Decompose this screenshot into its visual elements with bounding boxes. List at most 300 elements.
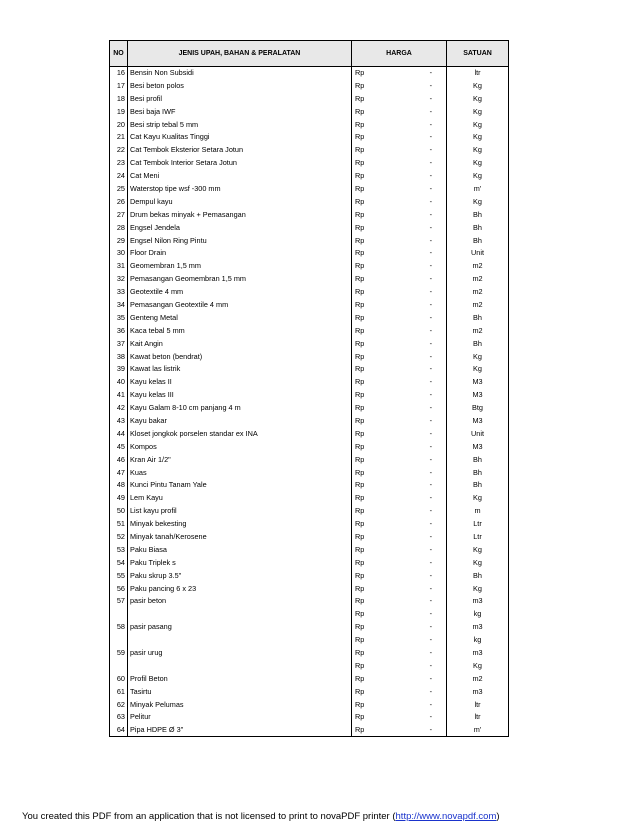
row-currency: Rp — [355, 570, 365, 580]
row-number: 57 — [110, 595, 128, 608]
row-number: 20 — [110, 118, 128, 131]
row-unit: Kg — [447, 144, 509, 157]
row-currency: Rp — [355, 145, 365, 155]
row-number: 51 — [110, 518, 128, 531]
table-row — [110, 492, 509, 505]
row-currency: Rp — [352, 67, 404, 80]
row-item: Cat Tembok Interior Setara Jotun — [128, 157, 352, 170]
row-price: - — [404, 440, 447, 453]
table-row — [110, 286, 509, 299]
row-item: Engsel Jendela — [128, 221, 352, 234]
row-unit: Kg — [447, 118, 509, 131]
footer-link[interactable]: http://www.novapdf.com — [395, 811, 497, 822]
row-unit: m2 — [447, 286, 509, 299]
table-row — [110, 427, 509, 440]
row-unit: Btg — [447, 402, 509, 415]
table-row — [110, 505, 509, 518]
table-row — [110, 711, 509, 724]
table-row — [110, 221, 509, 234]
row-currency: Rp — [355, 325, 365, 335]
row-item: Paku Biasa — [128, 543, 352, 556]
row-currency: Rp — [355, 183, 365, 193]
row-item: Pemasangan Geomembran 1,5 mm — [128, 273, 352, 286]
row-currency: Rp — [355, 519, 365, 529]
footer-text: You created this PDF from an application that is not licensed to print to novaPDF printer ( — [22, 811, 396, 822]
row-price: - — [404, 260, 447, 273]
row-item: Pemasangan Geotextile 4 mm — [128, 299, 352, 312]
row-currency: Rp — [352, 724, 404, 737]
table-row — [110, 208, 509, 221]
row-item: Kaca tebal 5 mm — [128, 324, 352, 337]
row-number — [110, 608, 128, 621]
row-number: 46 — [110, 453, 128, 466]
row-unit: ltr — [447, 698, 509, 711]
row-number: 33 — [110, 286, 128, 299]
row-currency: Rp — [355, 712, 365, 722]
row-currency: Rp — [355, 132, 365, 142]
row-currency: Rp — [355, 583, 365, 593]
table-row — [110, 595, 509, 608]
row-number: 42 — [110, 402, 128, 415]
row-price: - — [404, 427, 447, 440]
row-unit: Unit — [447, 247, 509, 260]
row-unit: ltr — [447, 711, 509, 724]
table-row — [110, 144, 509, 157]
row-price: - — [404, 672, 447, 685]
table-row — [110, 337, 509, 350]
table-row — [110, 170, 509, 183]
row-unit: Kg — [447, 492, 509, 505]
row-item: Kuas — [128, 466, 352, 479]
row-number: 31 — [110, 260, 128, 273]
row-item: Kawat beton (bendrat) — [128, 350, 352, 363]
row-number: 26 — [110, 195, 128, 208]
row-item: Besi beton polos — [128, 79, 352, 92]
row-currency: Rp — [355, 660, 365, 670]
table-row — [110, 311, 509, 324]
table-row — [110, 634, 509, 647]
row-item: Kran Air 1/2" — [128, 453, 352, 466]
row-item: Kait Angin — [128, 337, 352, 350]
table-row — [110, 402, 509, 415]
row-unit: M3 — [447, 376, 509, 389]
row-price: - — [404, 582, 447, 595]
table-row — [110, 466, 509, 479]
row-number: 63 — [110, 711, 128, 724]
row-unit: Bh — [447, 453, 509, 466]
row-item — [128, 659, 352, 672]
row-item: Minyak tanah/Kerosene — [128, 531, 352, 544]
row-unit: Bh — [447, 234, 509, 247]
row-currency: Rp — [355, 248, 365, 258]
row-item: pasir pasang — [128, 621, 352, 634]
row-number: 50 — [110, 505, 128, 518]
row-item: List kayu profil — [128, 505, 352, 518]
row-number: 18 — [110, 92, 128, 105]
row-number: 54 — [110, 556, 128, 569]
row-number: 45 — [110, 440, 128, 453]
row-price: - — [404, 144, 447, 157]
row-currency: Rp — [355, 428, 365, 438]
row-number: 36 — [110, 324, 128, 337]
table-row — [110, 647, 509, 660]
row-item: Kunci Pintu Tanam Yale — [128, 479, 352, 492]
row-unit: Kg — [447, 350, 509, 363]
row-number: 19 — [110, 105, 128, 118]
table-row — [110, 118, 509, 131]
row-unit: M3 — [447, 415, 509, 428]
table-row — [110, 543, 509, 556]
license-footer — [22, 811, 500, 822]
table-row — [110, 157, 509, 170]
table-row — [110, 698, 509, 711]
row-price: - — [404, 453, 447, 466]
row-currency: Rp — [355, 106, 365, 116]
row-price: - — [404, 505, 447, 518]
table-row — [110, 453, 509, 466]
row-currency: Rp — [355, 287, 365, 297]
table-row — [110, 569, 509, 582]
row-price: - — [404, 389, 447, 402]
row-item: pasir urug — [128, 647, 352, 660]
row-number: 21 — [110, 131, 128, 144]
row-currency: Rp — [355, 171, 365, 181]
table-row — [110, 389, 509, 402]
row-price: - — [404, 711, 447, 724]
row-price: - — [404, 376, 447, 389]
row-item: Besi profil — [128, 92, 352, 105]
row-unit: Kg — [447, 195, 509, 208]
row-number: 61 — [110, 685, 128, 698]
row-price: - — [404, 685, 447, 698]
row-price: - — [404, 350, 447, 363]
table-row — [110, 363, 509, 376]
row-unit: Bh — [447, 337, 509, 350]
row-unit: ltr — [447, 67, 509, 80]
row-item: Pelitur — [128, 711, 352, 724]
row-item: Minyak Pelumas — [128, 698, 352, 711]
row-currency: Rp — [355, 544, 365, 554]
row-item: Cat Tembok Eksterior Setara Jotun — [128, 144, 352, 157]
row-unit: kg — [447, 634, 509, 647]
row-item: Bensin Non Subsidi — [128, 67, 352, 80]
row-item: Paku skrup 3.5" — [128, 569, 352, 582]
header-no: NO — [110, 41, 128, 67]
row-price: - — [404, 621, 447, 634]
table-row — [110, 685, 509, 698]
row-currency: Rp — [355, 222, 365, 232]
row-price: - — [404, 543, 447, 556]
row-currency: Rp — [355, 364, 365, 374]
table-row — [110, 195, 509, 208]
row-item: Tasirtu — [128, 685, 352, 698]
row-number: 37 — [110, 337, 128, 350]
row-currency: Rp — [355, 377, 365, 387]
row-currency: Rp — [355, 119, 365, 129]
row-unit: Bh — [447, 569, 509, 582]
row-price: - — [404, 311, 447, 324]
row-currency: Rp — [355, 441, 365, 451]
table-row — [110, 724, 509, 737]
row-currency: Rp — [355, 699, 365, 709]
row-item: Kayu kelas II — [128, 376, 352, 389]
row-currency: Rp — [355, 557, 365, 567]
row-unit: M3 — [447, 440, 509, 453]
table-row — [110, 105, 509, 118]
row-number: 28 — [110, 221, 128, 234]
row-price: - — [404, 518, 447, 531]
row-currency: Rp — [355, 299, 365, 309]
row-currency: Rp — [355, 351, 365, 361]
row-item — [128, 608, 352, 621]
row-price: - — [404, 286, 447, 299]
row-number: 35 — [110, 311, 128, 324]
row-item: Kayu Galam 8-10 cm panjang 4 m — [128, 402, 352, 415]
table-row — [110, 299, 509, 312]
table-row — [110, 67, 509, 80]
row-item: Besi strip tebal 5 mm — [128, 118, 352, 131]
row-number: 17 — [110, 79, 128, 92]
header-unit: SATUAN — [447, 41, 509, 67]
row-unit: Kg — [447, 556, 509, 569]
row-unit: Unit — [447, 427, 509, 440]
table-row — [110, 659, 509, 672]
table-row — [110, 260, 509, 273]
row-number: 38 — [110, 350, 128, 363]
row-price: - — [404, 221, 447, 234]
row-price: - — [404, 157, 447, 170]
table-row — [110, 131, 509, 144]
row-currency: Rp — [355, 209, 365, 219]
row-item: Paku Triplek s — [128, 556, 352, 569]
row-unit: m2 — [447, 260, 509, 273]
row-currency: Rp — [355, 686, 365, 696]
row-number: 32 — [110, 273, 128, 286]
table-row — [110, 234, 509, 247]
row-item: Waterstop tipe wsf -300 mm — [128, 183, 352, 196]
row-price: - — [404, 67, 447, 80]
row-currency: Rp — [355, 493, 365, 503]
row-price: - — [404, 247, 447, 260]
table-row — [110, 247, 509, 260]
row-unit: m2 — [447, 273, 509, 286]
row-unit: Bh — [447, 466, 509, 479]
row-number: 60 — [110, 672, 128, 685]
table-row — [110, 79, 509, 92]
row-price: - — [404, 79, 447, 92]
row-number — [110, 634, 128, 647]
row-number: 29 — [110, 234, 128, 247]
row-price: - — [404, 647, 447, 660]
row-number: 48 — [110, 479, 128, 492]
row-currency: Rp — [355, 390, 365, 400]
row-unit: m' — [447, 183, 509, 196]
row-number: 34 — [110, 299, 128, 312]
row-currency: Rp — [355, 403, 365, 413]
row-currency: Rp — [355, 312, 365, 322]
row-item: Cat Meni — [128, 170, 352, 183]
footer-close: ) — [496, 811, 500, 822]
row-price: - — [404, 531, 447, 544]
row-unit: Kg — [447, 92, 509, 105]
table-row — [110, 183, 509, 196]
table-row — [110, 324, 509, 337]
row-price: - — [404, 131, 447, 144]
row-item: Engsel Nilon Ring Pintu — [128, 234, 352, 247]
table-row — [110, 608, 509, 621]
row-number: 43 — [110, 415, 128, 428]
row-price: - — [404, 363, 447, 376]
row-unit: m3 — [447, 621, 509, 634]
row-number: 59 — [110, 647, 128, 660]
row-unit: m3 — [447, 595, 509, 608]
row-item: Minyak bekesting — [128, 518, 352, 531]
row-price: - — [404, 724, 447, 737]
row-price: - — [404, 170, 447, 183]
row-price: - — [404, 183, 447, 196]
row-item: Drum bekas minyak + Pemasangan — [128, 208, 352, 221]
row-number: 58 — [110, 621, 128, 634]
row-unit: Bh — [447, 221, 509, 234]
row-item — [128, 634, 352, 647]
row-item: Kawat las listrik — [128, 363, 352, 376]
row-currency: Rp — [355, 506, 365, 516]
row-number: 41 — [110, 389, 128, 402]
row-unit: M3 — [447, 389, 509, 402]
row-item: Kompos — [128, 440, 352, 453]
row-number: 22 — [110, 144, 128, 157]
row-price: - — [404, 273, 447, 286]
table-row — [110, 440, 509, 453]
row-currency: Rp — [355, 338, 365, 348]
table-row — [110, 621, 509, 634]
row-item: Kayu bakar — [128, 415, 352, 428]
row-unit: m2 — [447, 324, 509, 337]
row-number: 25 — [110, 183, 128, 196]
row-number: 39 — [110, 363, 128, 376]
row-number — [110, 659, 128, 672]
row-number: 44 — [110, 427, 128, 440]
row-unit: m — [447, 505, 509, 518]
row-number: 55 — [110, 569, 128, 582]
row-price: - — [404, 195, 447, 208]
row-unit: m' — [447, 724, 509, 737]
row-price: - — [404, 492, 447, 505]
row-price: - — [404, 92, 447, 105]
row-unit: Ltr — [447, 518, 509, 531]
row-number: 53 — [110, 543, 128, 556]
table-row — [110, 582, 509, 595]
row-number: 30 — [110, 247, 128, 260]
table-row — [110, 92, 509, 105]
row-item: Profil Beton — [128, 672, 352, 685]
row-unit: m3 — [447, 685, 509, 698]
row-currency: Rp — [355, 609, 365, 619]
row-unit: Kg — [447, 105, 509, 118]
row-item: Lem Kayu — [128, 492, 352, 505]
row-unit: Kg — [447, 582, 509, 595]
row-unit: m3 — [447, 647, 509, 660]
row-number: 52 — [110, 531, 128, 544]
row-currency: Rp — [355, 635, 365, 645]
table-header — [110, 41, 509, 67]
row-price: - — [404, 118, 447, 131]
row-price: - — [404, 634, 447, 647]
row-unit: kg — [447, 608, 509, 621]
row-item: Besi baja IWF — [128, 105, 352, 118]
row-currency: Rp — [355, 532, 365, 541]
row-currency: Rp — [355, 261, 365, 271]
table-row — [110, 518, 509, 531]
row-currency: Rp — [355, 93, 365, 103]
row-unit: Kg — [447, 543, 509, 556]
table-row — [110, 531, 509, 544]
table-row — [110, 415, 509, 428]
row-number: 40 — [110, 376, 128, 389]
row-unit: m2 — [447, 672, 509, 685]
row-item: Floor Drain — [128, 247, 352, 260]
row-price: - — [404, 324, 447, 337]
row-price: - — [404, 105, 447, 118]
row-number: 49 — [110, 492, 128, 505]
table-row — [110, 556, 509, 569]
row-item: Genteng Metal — [128, 311, 352, 324]
row-price: - — [404, 415, 447, 428]
row-number: 23 — [110, 157, 128, 170]
table-row — [110, 350, 509, 363]
row-number: 24 — [110, 170, 128, 183]
header-item: JENIS UPAH, BAHAN & PERALATAN — [128, 41, 352, 67]
row-unit: Kg — [447, 659, 509, 672]
row-price: - — [404, 337, 447, 350]
row-unit: Kg — [447, 157, 509, 170]
row-price: - — [404, 608, 447, 621]
row-price: - — [404, 234, 447, 247]
row-currency: Rp — [355, 596, 365, 606]
price-table — [109, 40, 509, 737]
row-currency: Rp — [355, 467, 365, 477]
row-unit: Bh — [447, 479, 509, 492]
row-unit: m2 — [447, 299, 509, 312]
row-number: 64 — [110, 724, 128, 737]
row-item: Cat Kayu Kualitas Tinggi — [128, 131, 352, 144]
table-row — [110, 273, 509, 286]
row-currency: Rp — [355, 80, 365, 90]
row-item: Pipa HDPE Ø 3" — [128, 724, 352, 737]
row-currency: Rp — [355, 235, 365, 245]
row-price: - — [404, 299, 447, 312]
row-price: - — [404, 659, 447, 672]
row-currency: Rp — [355, 480, 365, 490]
row-unit: Bh — [447, 311, 509, 324]
row-price: - — [404, 479, 447, 492]
row-currency: Rp — [355, 415, 365, 425]
row-currency: Rp — [355, 673, 365, 683]
row-price: - — [404, 556, 447, 569]
row-currency: Rp — [355, 158, 365, 168]
row-unit: Kg — [447, 363, 509, 376]
table-body — [110, 67, 509, 737]
row-currency: Rp — [355, 196, 365, 206]
header-price: HARGA — [352, 41, 447, 67]
row-unit: Ltr — [447, 531, 509, 544]
row-number: 16 — [110, 67, 128, 80]
row-item: Geotextile 4 mm — [128, 286, 352, 299]
row-number: 56 — [110, 582, 128, 595]
row-price: - — [404, 466, 447, 479]
row-price: - — [404, 402, 447, 415]
row-unit: Kg — [447, 131, 509, 144]
